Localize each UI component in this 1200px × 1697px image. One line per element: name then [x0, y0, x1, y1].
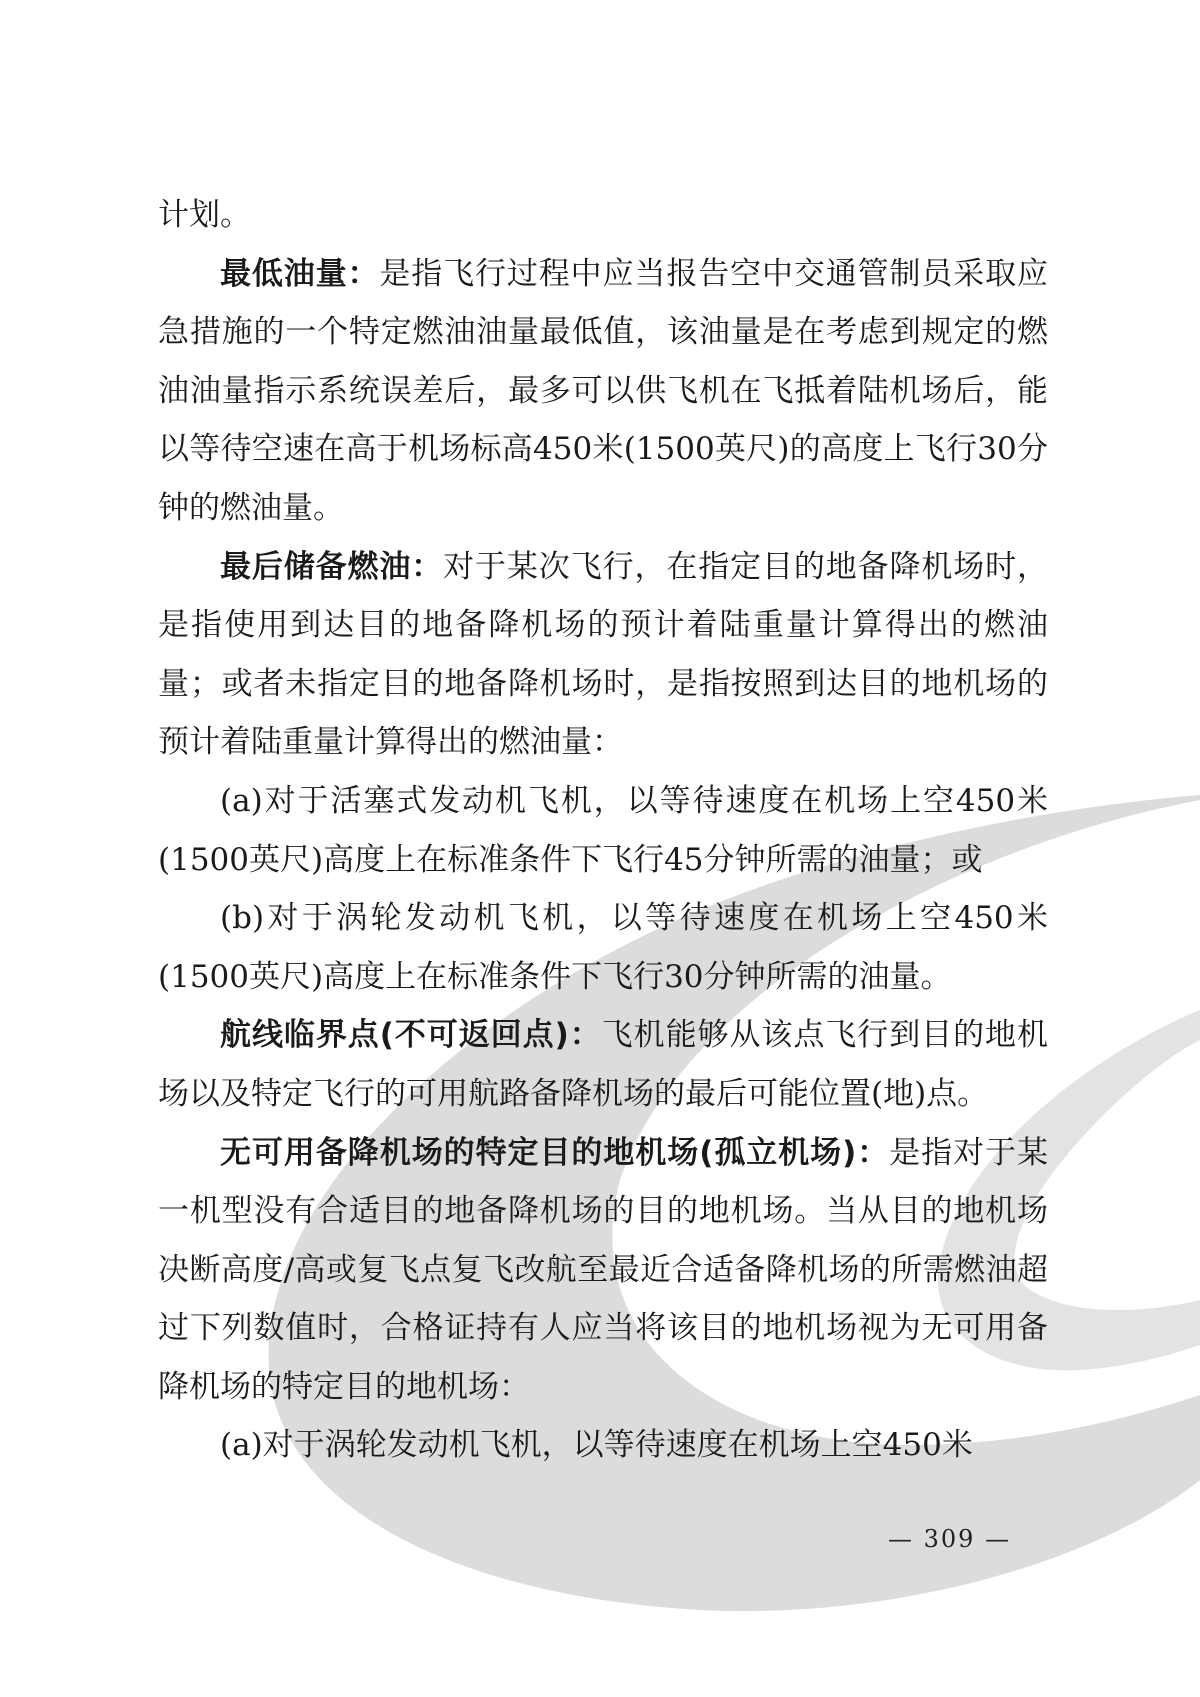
paragraph-item-a-turbine: [158, 1416, 1048, 1475]
paragraph-text: (b)对于涡轮发动机飞机，以等待速度在机场上空450米(1500英尺)高度上在标准条件下飞行30分钟所需的油量。: [158, 900, 1048, 995]
paragraph-minimum-fuel: [158, 245, 1048, 538]
term-isolated-aerodrome: 无可用备降机场的特定目的地机场(孤立机场)：: [220, 1134, 890, 1171]
paragraph-isolated-aerodrome: [158, 1124, 1048, 1417]
paragraph-item-b-turbine: [158, 889, 1048, 1006]
term-final-reserve-fuel: 最后储备燃油：: [220, 548, 444, 585]
document-body: [158, 186, 1048, 1475]
paragraph-text: 是指飞行过程中应当报告空中交通管制员采取应急措施的一个特定燃油油量最低值，该油量是在考虑到规定的燃油油量指示系统误差后，最多可以供飞机在飞抵着陆机场后，能以等待空速在高于机场标高450米(1500英尺)的高度上飞行30分钟的燃油量。: [158, 255, 1049, 526]
paragraph-text: 计划。: [158, 197, 251, 233]
paragraph-final-reserve-fuel: [158, 538, 1048, 772]
paragraph-text: 飞机能够从该点飞行到目的地机场以及特定飞行的可用航路备降机场的最后可能位置(地)点。: [158, 1017, 1048, 1112]
paragraph-item-a-piston: [158, 772, 1048, 889]
paragraph-point-of-no-return: [158, 1006, 1048, 1123]
paragraph-plan-continuation: [158, 186, 1048, 245]
term-minimum-fuel: 最低油量：: [220, 255, 380, 292]
paragraph-text: (a)对于涡轮发动机飞机，以等待速度在机场上空450米: [220, 1427, 973, 1464]
paragraph-text: 对于某次飞行，在指定目的地备降机场时，是指使用到达目的地备降机场的预计着陆重量计算得出的燃油量；或者未指定目的地备降机场时，是指按照到达目的地机场的预计着陆重量计算得出的燃油量：: [158, 548, 1049, 761]
page-number: — 309 —: [888, 1525, 1012, 1553]
paragraph-text: (a)对于活塞式发动机飞机，以等待速度在机场上空450米(1500英尺)高度上在标准条件下飞行45分钟所需的油量；或: [158, 782, 1048, 878]
paragraph-text: 是指对于某一机型没有合适目的地备降机场的目的地机场。当从目的地机场决断高度/高或复飞点复飞改航至最近合适备降机场的所需燃油超过下列数值时，合格证持有人应当将该目的地机场视为无可用备降机场的特定目的地机场：: [158, 1134, 1048, 1405]
term-point-of-no-return: 航线临界点(不可返回点)：: [220, 1017, 602, 1054]
